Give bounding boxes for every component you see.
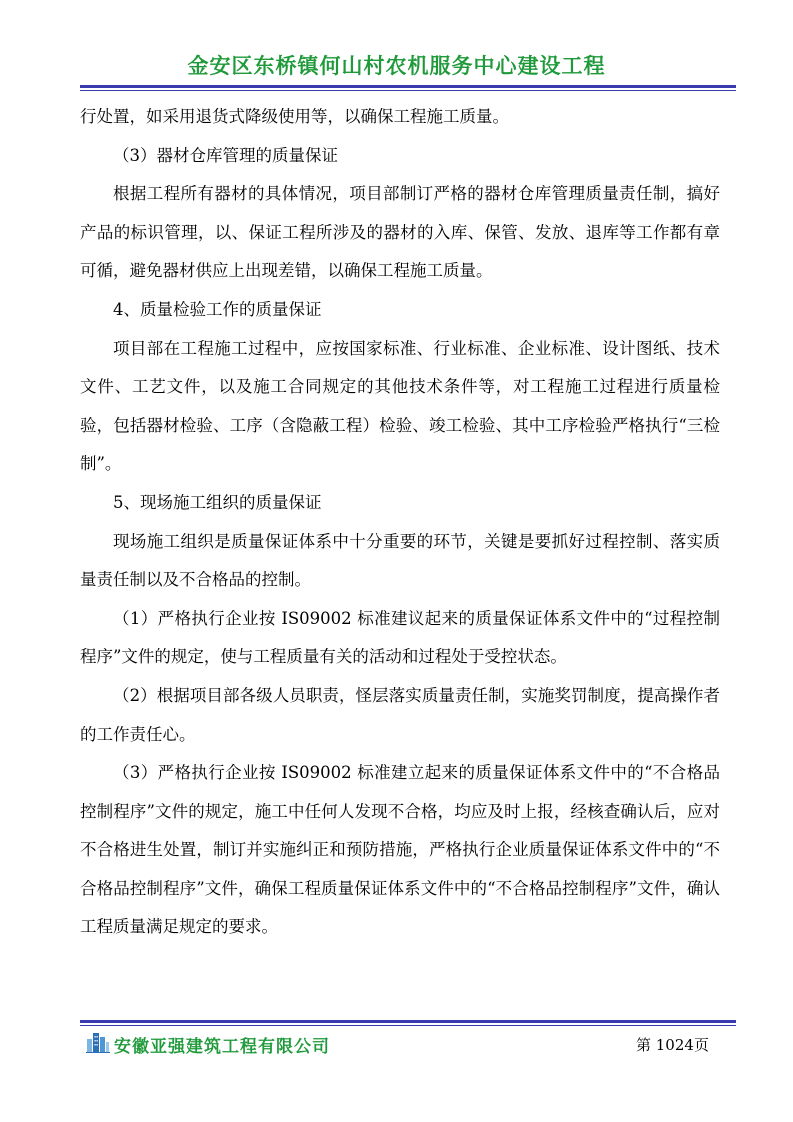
document-body <box>80 98 720 947</box>
section-heading: 5、现场施工组织的质量保证 <box>113 492 322 512</box>
paragraph: 现场施工组织是质量保证体系中十分重要的环节，关键是要抓好过程控制、落实质量责任制以及不合格品的控制。 <box>80 531 720 590</box>
page-header-title: 金安区东桥镇何山村农机服务中心建设工程 <box>187 54 606 78</box>
header-rule-thick <box>80 85 736 88</box>
page-number: 第 1024页 <box>636 1036 709 1054</box>
footer-rule-thick <box>80 1020 736 1023</box>
section-heading: 4、质量检验工作的质量保证 <box>113 299 322 319</box>
building-logo-icon <box>86 1031 110 1053</box>
header-rule-thin <box>80 90 736 91</box>
paragraph: （1）严格执行企业按 IS09002 标准建议起来的质量保证体系文件中的“过程控制程序”文件的规定，使与工程质量有关的活动和过程处于受控状态。 <box>80 608 720 667</box>
paragraph: （3）严格执行企业按 IS09002 标准建立起来的质量保证体系文件中的“不合格品控制程序”文件的规定，施工中任何人发现不合格，均应及时上报，经核查确认后，应对不合格进生处置，制订并实施纠正和预防措施，严格执行企业质量保证体系文件中的“不合格品控制程序”文件，确保工程质量保证体系文件中的“不合格品控制程序”文件，确认工程质量满足规定的要求。 <box>80 763 720 937</box>
footer-company-name: 安徽亚强建筑工程有限公司 <box>114 1037 330 1057</box>
paragraph: 根据工程所有器材的具体情况，项目部制订严格的器材仓库管理质量责任制，搞好产品的标识管理，以、保证工程所涉及的器材的入库、保管、发放、退库等工作都有章可循，避免器材供应上出现差错，以确保工程施工质量。 <box>80 184 720 281</box>
footer-rule-thin <box>80 1025 736 1026</box>
paragraph: （3）器材仓库管理的质量保证 <box>113 145 338 165</box>
paragraph: 行处置，如采用退货式降级使用等，以确保工程施工质量。 <box>80 107 509 126</box>
paragraph: （2）根据项目部各级人员职责，怪层落实质量责任制，实施奖罚制度，提高操作者的工作责任心。 <box>80 685 720 744</box>
paragraph: 项目部在工程施工过程中，应按国家标准、行业标准、企业标准、设计图纸、技术文件、工艺文件，以及施工合同规定的其他技术条件等，对工程施工过程进行质量检验，包括器材检验、工序（含隐蔽工程）检验、竣工检验、其中工序检验严格执行“三检制”。 <box>80 338 720 474</box>
